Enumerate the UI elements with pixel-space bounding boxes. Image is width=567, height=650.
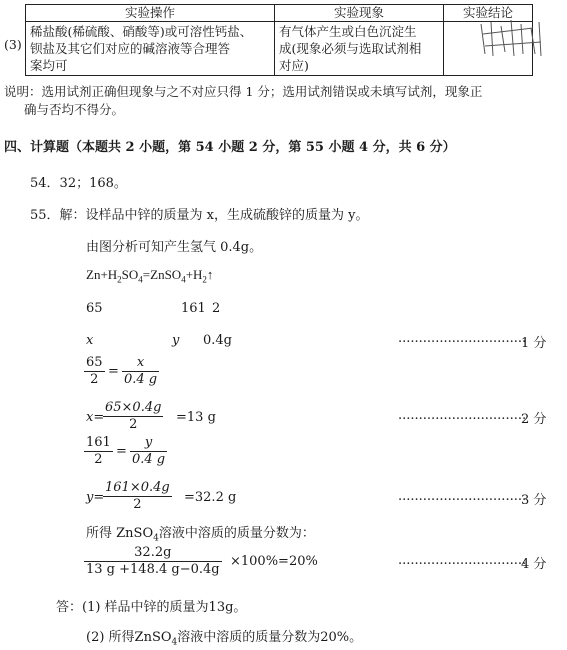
- mass-fraction-label: 所得 ZnSO$_4$溶液中溶质的质量分数为：: [86, 526, 315, 544]
- percentage-result: ×100%=20%: [230, 554, 318, 569]
- fraction-y-calc: $\frac{161\times 0.4g}{2}$: [105, 480, 170, 512]
- experiment-table: [24, 4, 533, 76]
- equals-2: =: [116, 444, 127, 459]
- var-h2-mass: 0.4g: [203, 333, 232, 348]
- mw-h2: 2: [212, 301, 221, 316]
- header-operation: 实验操作: [26, 5, 275, 22]
- q55-intro: 55．解：设样品中锌的质量为 x，生成硫酸锌的质量为 y。: [30, 208, 369, 223]
- fraction-y-04g: $\frac{y}{0.4 g}$: [132, 435, 166, 467]
- phenomenon-line-1: 有气体产生或白色沉淀生: [279, 24, 417, 39]
- fraction-161-2: $\frac{161}{2}$: [86, 435, 111, 467]
- operation-line-3: 案均可: [30, 58, 68, 73]
- mw-znso4: 161: [181, 301, 206, 316]
- fraction-percentage: $\frac{32.2g}{13 g +148.4 g-0.4g}$: [86, 545, 220, 577]
- score-1: 1 分: [521, 336, 547, 351]
- note-line-1: 说明：选用试剂正确但现象与之不对应只得 1 分；选用试剂错误或未填写试剂，现象正: [4, 84, 483, 99]
- phenomenon-line-3: 对应): [279, 58, 309, 73]
- note-line-2: 确与否均不得分。: [24, 102, 125, 117]
- phenomenon-line-2: 成(现象必须与选取试剂相: [279, 41, 422, 56]
- score-4: 4 分: [521, 557, 547, 572]
- y-label: y=: [86, 490, 105, 505]
- chemical-equation: $Zn+H_2SO_4=ZnSO_4+H_2↑$: [86, 267, 214, 285]
- x-result: =13 g: [176, 410, 216, 425]
- cell-operation: [26, 22, 275, 76]
- cell-phenomenon: [275, 22, 444, 76]
- fraction-x-calc: $\frac{65\times 0.4g}{2}$: [105, 400, 162, 432]
- header-phenomenon: 实验现象: [275, 5, 444, 22]
- dotted-leader-3: ...............................: [398, 489, 527, 504]
- fraction-65-2: $\frac{65}{2}$: [86, 355, 103, 387]
- q54-answer: 54．32；168。: [30, 176, 127, 191]
- y-result: =32.2 g: [184, 490, 237, 505]
- mw-zn: 65: [86, 301, 103, 316]
- dotted-leader-1: ...............................: [398, 331, 527, 346]
- header-conclusion: 实验结论: [444, 5, 533, 22]
- equals-1: =: [108, 364, 119, 379]
- score-2: 2 分: [521, 412, 547, 427]
- dotted-leader-4: ...............................: [398, 553, 527, 568]
- answer-2: (2) 所得ZnSO$_4$溶液中溶质的质量分数为20%。: [86, 630, 363, 648]
- fraction-x-04g: $\frac{x}{0.4 g}$: [124, 355, 158, 387]
- row-label: (3): [4, 37, 22, 52]
- var-y: y: [172, 333, 180, 348]
- operation-line-1: 稀盐酸(稀硫酸、硝酸等)或可溶性钙盐、: [30, 24, 253, 39]
- score-3: 3 分: [521, 493, 547, 508]
- operation-line-2: 钡盐及其它们对应的碱溶液等合理答: [30, 41, 231, 56]
- answer-1: 答：(1) 样品中锌的质量为13g。: [56, 600, 247, 615]
- section-title: 四、计算题（本题共 2 小题，第 54 小题 2 分，第 55 小题 4 分，共 6 分）: [4, 140, 456, 155]
- q55-analysis: 由图分析可知产生氢气 0.4g。: [86, 240, 263, 255]
- dotted-leader-2: ...............................: [398, 408, 527, 423]
- handwritten-scribble: [473, 14, 553, 74]
- var-x: x: [86, 333, 94, 348]
- x-label: x=: [86, 410, 105, 425]
